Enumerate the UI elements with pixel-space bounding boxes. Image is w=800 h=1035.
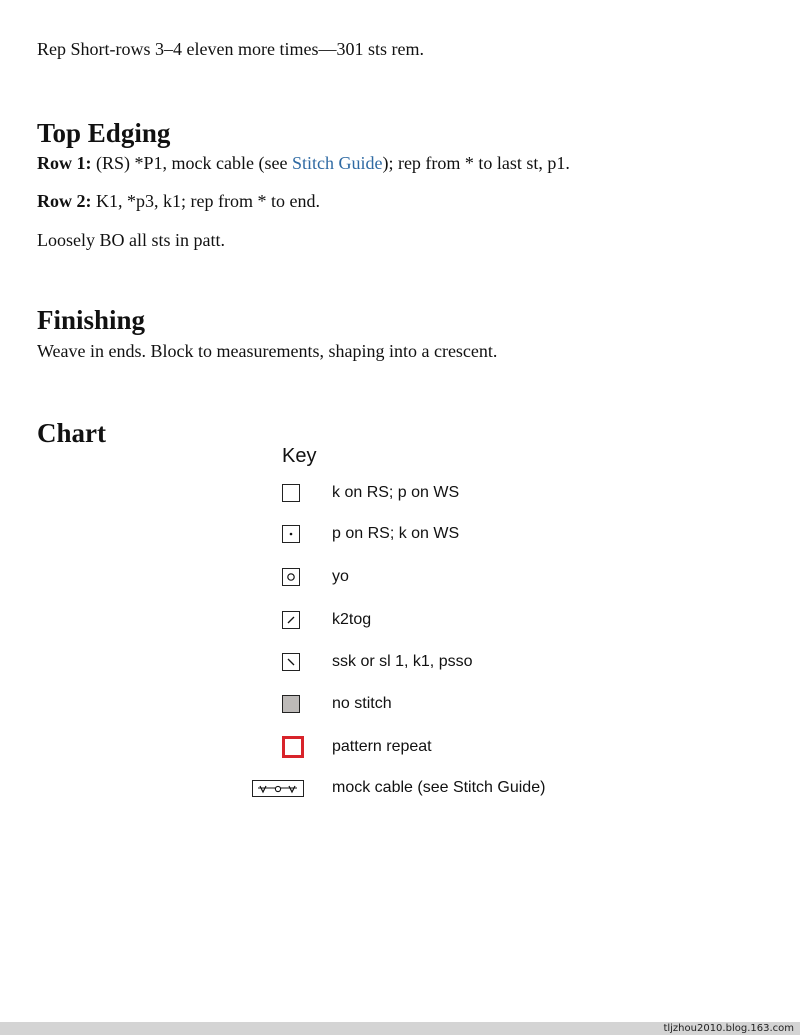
key-title: Key	[282, 445, 317, 467]
key-item	[0, 694, 800, 718]
key-item	[0, 652, 800, 676]
intro-paragraph: Rep Short-rows 3–4 eleven more times—301 sts rem.	[37, 39, 424, 59]
row1-instruction	[37, 152, 570, 174]
row2-label: Row 2:	[37, 191, 92, 211]
left-slant-square-icon	[282, 653, 300, 671]
top-edging-heading: Top Edging	[37, 118, 171, 148]
watermark: tljzhou2010.blog.163.com	[663, 1023, 794, 1034]
finishing-text: Weave in ends. Block to measurements, shaping into a crescent.	[37, 341, 498, 361]
key-item-label: ssk or sl 1, k1, psso	[332, 653, 473, 670]
key-item-label: no stitch	[332, 695, 392, 712]
bind-off-instruction: Loosely BO all sts in patt.	[37, 230, 225, 250]
key-item	[0, 737, 800, 761]
key-item	[0, 524, 800, 548]
right-slant-square-icon	[282, 611, 300, 629]
key-item	[0, 778, 800, 802]
row1-text-after: ); rep from * to last st, p1.	[382, 153, 570, 173]
key-item-label: yo	[332, 568, 349, 585]
key-item-label: k on RS; p on WS	[332, 484, 460, 501]
key-item	[0, 567, 800, 591]
key-item	[0, 610, 800, 634]
footer-bar	[0, 1022, 800, 1035]
chart-heading: Chart	[37, 418, 106, 448]
key-item-label: pattern repeat	[332, 738, 432, 755]
gray-square-icon	[282, 695, 300, 713]
row1-text-before: (RS) *P1, mock cable (see	[91, 153, 292, 173]
key-item-label: mock cable (see Stitch Guide)	[332, 779, 546, 796]
circle-square-icon	[282, 568, 300, 586]
stitch-guide-link[interactable]: Stitch Guide	[291, 153, 383, 173]
mock-cable-symbol-icon	[252, 780, 304, 797]
key-item-label: p on RS; k on WS	[332, 525, 460, 542]
red-outline-square-icon	[282, 736, 304, 758]
blank-square-icon	[282, 484, 300, 502]
dot-square-icon	[282, 525, 300, 543]
row2-text: K1, *p3, k1; rep from * to end.	[91, 191, 320, 211]
finishing-heading: Finishing	[37, 305, 146, 335]
key-item-label: k2tog	[332, 611, 372, 628]
row1-label: Row 1:	[37, 153, 92, 173]
key-item	[0, 483, 800, 507]
row2-instruction	[37, 190, 320, 212]
